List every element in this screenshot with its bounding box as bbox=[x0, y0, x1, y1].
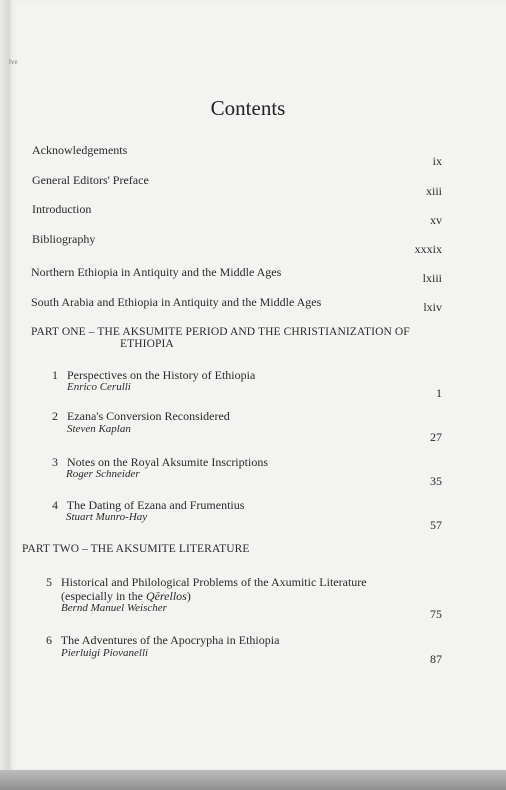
chapter-title: The Dating of Ezana and Frumentius bbox=[66, 498, 245, 512]
chapter-title: Ezana's Conversion Reconsidered bbox=[67, 409, 230, 423]
chapter-title-italic: Qērellos bbox=[145, 589, 187, 603]
chapter-2-page: 27 bbox=[430, 430, 442, 444]
chapter-title-part: (especially in the bbox=[61, 589, 146, 603]
chapter-6-author: Pierluigi Piovanelli bbox=[61, 647, 149, 659]
toc-entry-northern-ethiopia: Northern Ethiopia in Antiquity and the Middle Ages bbox=[31, 265, 282, 279]
toc-entry-south-arabia: South Arabia and Ethiopia in Antiquity and the Middle Ages bbox=[31, 295, 322, 309]
chapter-title: Historical and Philological Problems of the Axumitic Literature bbox=[61, 575, 367, 589]
page-title: Contents bbox=[210, 96, 286, 120]
part-two-heading: PART TWO – THE AKSUMITE LITERATURE bbox=[22, 543, 250, 555]
part-one-heading: PART ONE – THE AKSUMITE PERIOD AND THE CHRISTIANIZATION OF bbox=[31, 326, 410, 338]
chapter-title: Notes on the Royal Aksumite Inscriptions bbox=[67, 455, 268, 469]
toc-page-bibliography: xxxix bbox=[414, 242, 442, 256]
chapter-title: The Adventures of the Apocrypha in Ethiopia bbox=[60, 633, 280, 647]
chapter-1-page: 1 bbox=[436, 386, 442, 400]
toc-page-introduction: xv bbox=[430, 213, 442, 227]
chapter-4-author: Stuart Munro-Hay bbox=[66, 511, 148, 523]
chapter-number: 2 bbox=[52, 409, 58, 423]
toc-page-preface: xiii bbox=[425, 184, 442, 198]
chapter-5-title bbox=[46, 575, 367, 590]
chapter-number: 4 bbox=[52, 498, 58, 512]
chapter-5-page: 75 bbox=[430, 607, 442, 621]
toc-entry-bibliography: Bibliography bbox=[32, 232, 96, 246]
page-bottom-shadow bbox=[0, 770, 506, 790]
chapter-6-page: 87 bbox=[430, 652, 442, 666]
chapter-title: Perspectives on the History of Ethiopia bbox=[67, 368, 256, 382]
toc-entry-preface: General Editors' Preface bbox=[32, 173, 149, 187]
part-one-heading-cont: ETHIOPIA bbox=[120, 338, 174, 350]
chapter-number: 1 bbox=[52, 368, 58, 382]
chapter-title-part: ) bbox=[186, 589, 191, 603]
toc-page-acknowledgements: ix bbox=[432, 154, 442, 168]
toc-page-northern-ethiopia: lxiii bbox=[422, 271, 442, 285]
chapter-4-page: 57 bbox=[430, 518, 442, 532]
toc-page-south-arabia: lxiv bbox=[423, 300, 442, 314]
chapter-5-author: Bernd Manuel Weischer bbox=[61, 602, 167, 614]
chapter-2-author: Steven Kaplan bbox=[67, 423, 131, 435]
chapter-6-title bbox=[46, 633, 279, 648]
chapter-3-page: 35 bbox=[430, 474, 442, 488]
chapter-2-title bbox=[52, 409, 230, 424]
chapter-1-author: Enrico Cerulli bbox=[67, 381, 131, 393]
edge-mark: lve bbox=[9, 58, 18, 66]
book-page bbox=[8, 0, 506, 770]
chapter-number: 6 bbox=[46, 633, 52, 647]
toc-entry-introduction: Introduction bbox=[32, 202, 92, 216]
chapter-number: 3 bbox=[52, 455, 58, 469]
toc-entry-acknowledgements: Acknowledgements bbox=[32, 143, 128, 157]
chapter-3-author: Roger Schneider bbox=[66, 468, 140, 480]
book-left-edge bbox=[0, 0, 8, 790]
chapter-number: 5 bbox=[46, 575, 52, 589]
